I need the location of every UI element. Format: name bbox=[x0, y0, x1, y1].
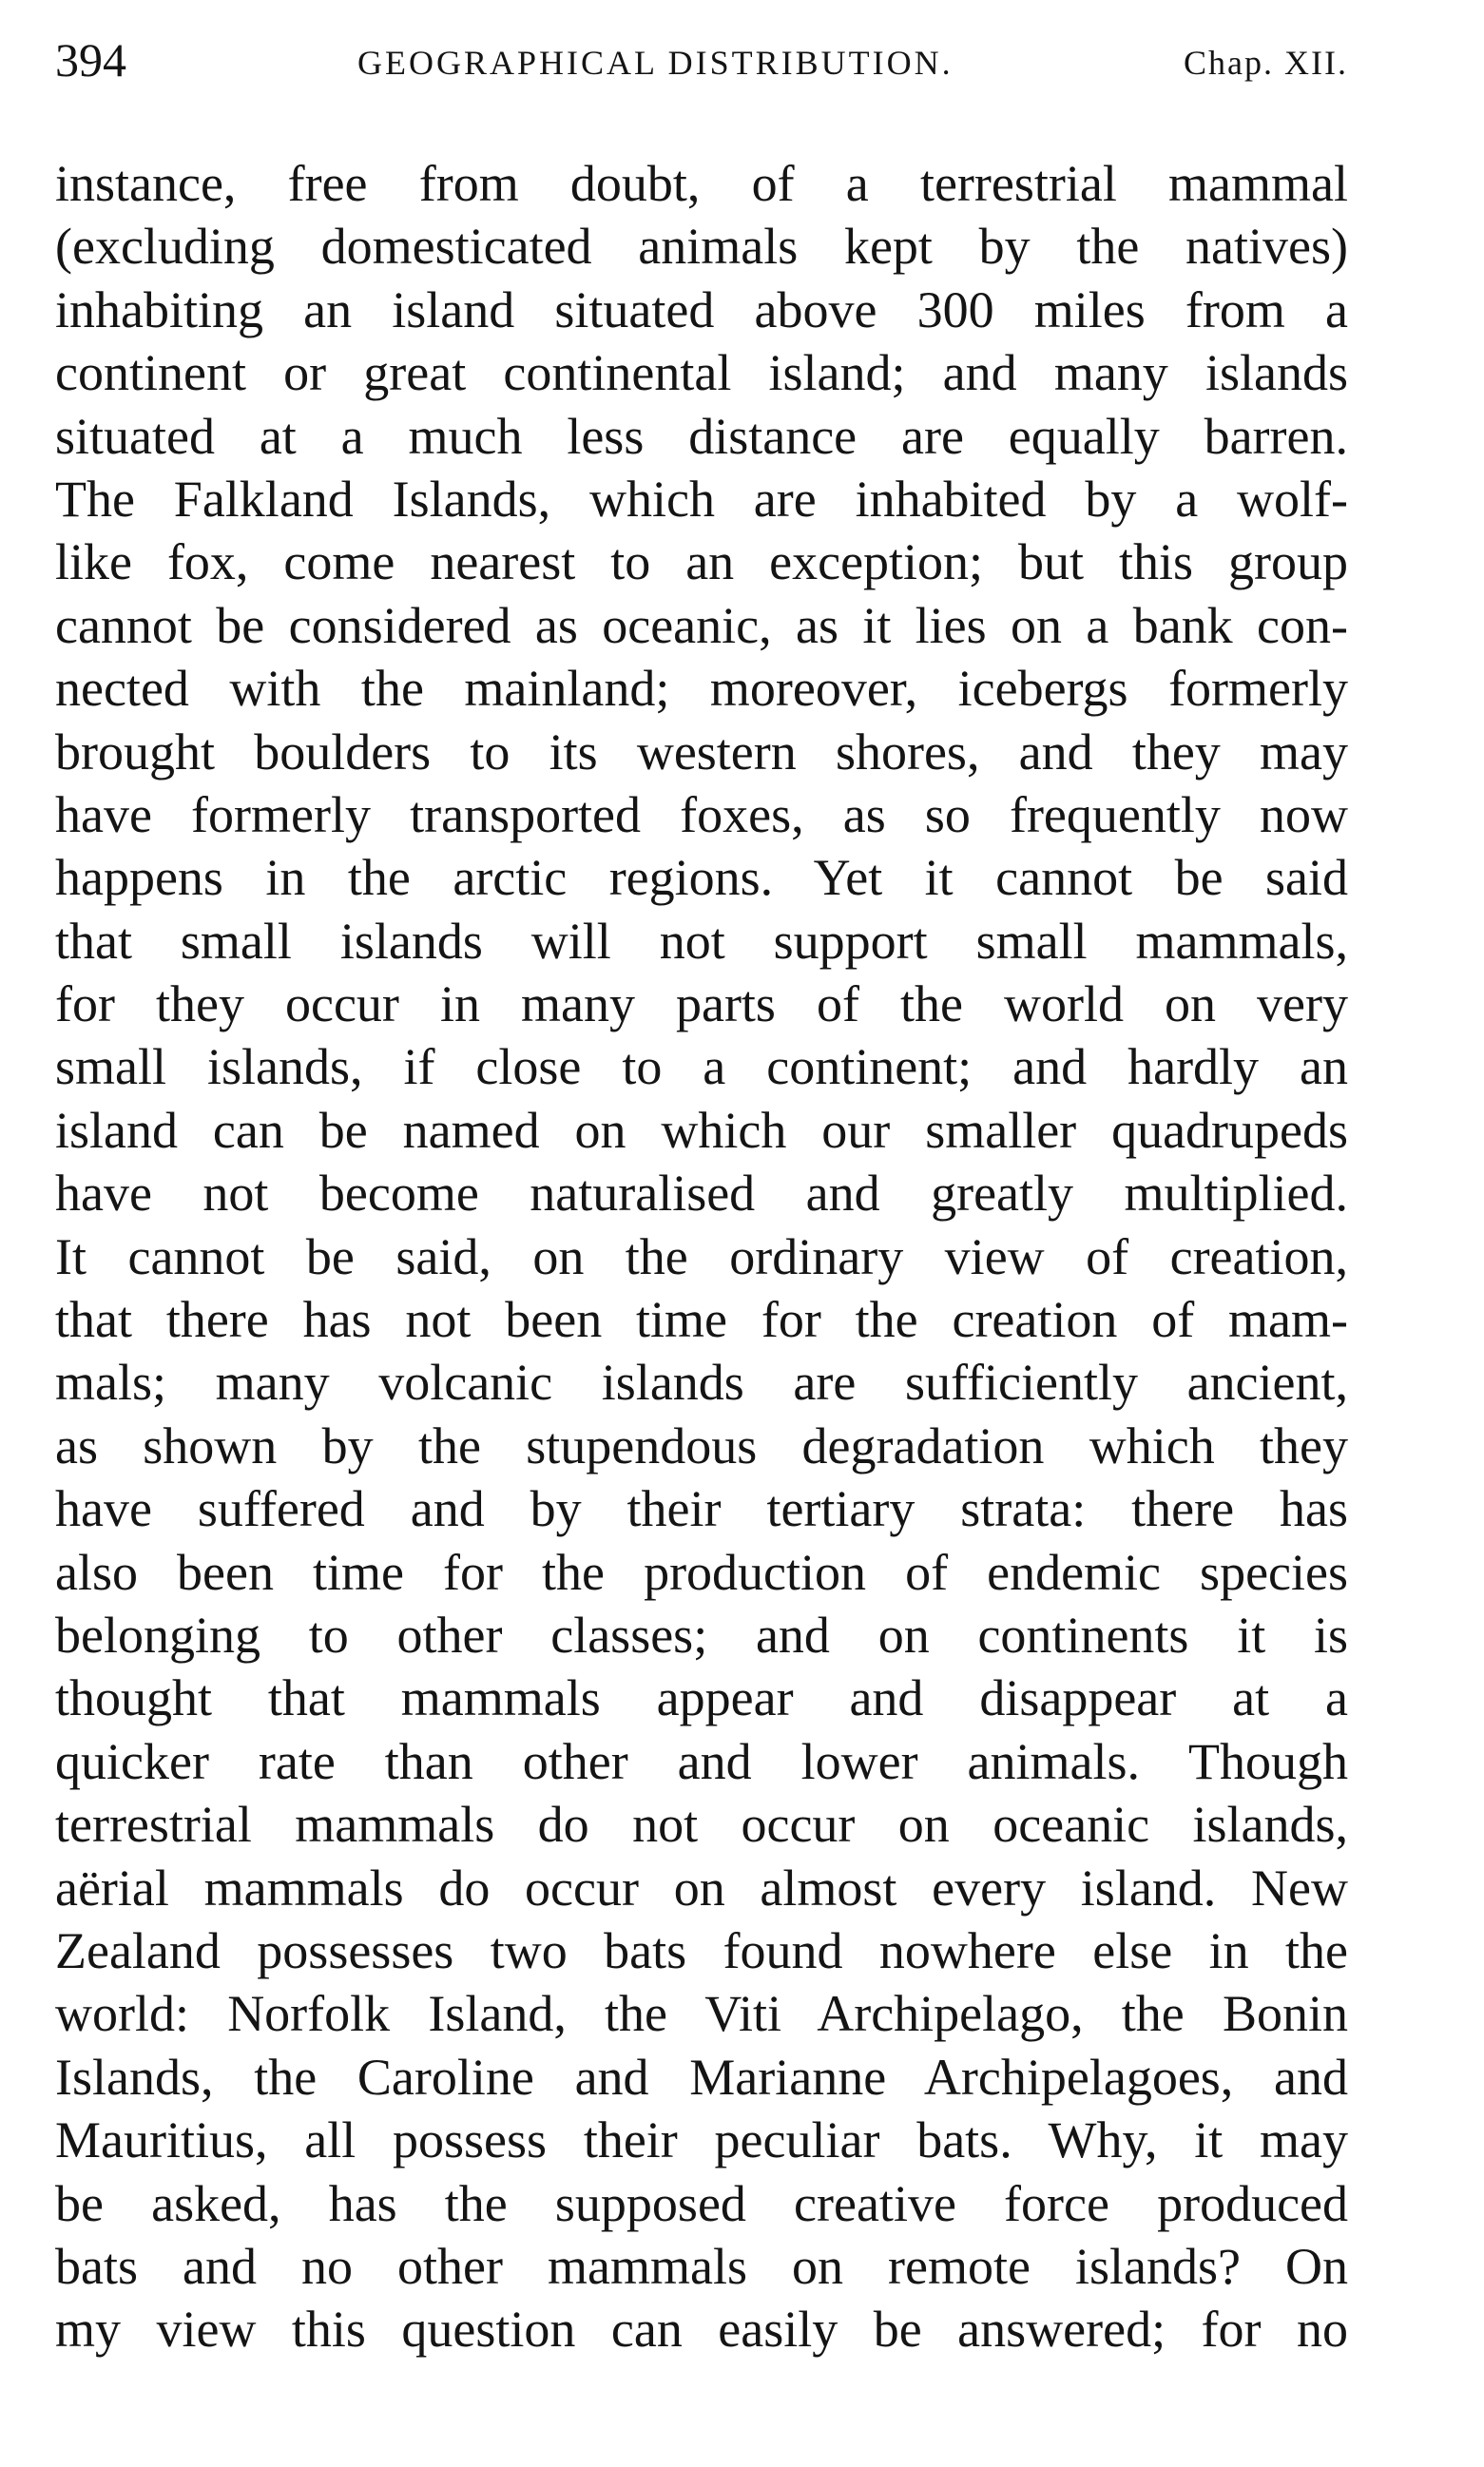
page-header bbox=[55, 27, 1348, 93]
text-line: Zealand possesses two bats found nowhere else in the bbox=[55, 1921, 1348, 1979]
text-line: inhabiting an island situated above 300 miles from a bbox=[55, 280, 1348, 338]
text-line: mals; many volcanic islands are sufficiently ancient, bbox=[55, 1354, 1348, 1412]
text-line: happens in the arctic regions. Yet it cannot be said bbox=[55, 849, 1348, 907]
text-line: thought that mammals appear and disappear at a bbox=[55, 1669, 1348, 1727]
page-number: 394 bbox=[55, 33, 126, 87]
text-line: Islands, the Caroline and Marianne Archipelagoes, and bbox=[55, 2048, 1348, 2106]
text-line: as shown by the stupendous degradation which they bbox=[55, 1417, 1348, 1474]
body-paragraph bbox=[55, 152, 1348, 2361]
text-line: bats and no other mammals on remote islands? On bbox=[55, 2237, 1348, 2295]
text-line: Mauritius, all possess their peculiar bats. Why, it may bbox=[55, 2111, 1348, 2169]
text-line: belonging to other classes; and on continents it is bbox=[55, 1606, 1348, 1664]
text-line: my view this question can easily be answered; for no bbox=[55, 2301, 1348, 2359]
running-title: GEOGRAPHICAL DISTRIBUTION. bbox=[357, 44, 954, 82]
text-line: cannot be considered as oceanic, as it lies on a bank con- bbox=[55, 596, 1348, 654]
text-line: have suffered and by their tertiary strata: there has bbox=[55, 1480, 1348, 1538]
text-line: The Falkland Islands, which are inhabited by a wolf- bbox=[55, 470, 1348, 528]
text-line: instance, free from doubt, of a terrestrial mammal bbox=[55, 155, 1348, 212]
chapter-label: Chap. XII. bbox=[1184, 44, 1348, 82]
text-line: also been time for the production of endemic species bbox=[55, 1543, 1348, 1601]
text-line: that there has not been time for the creation of mam- bbox=[55, 1291, 1348, 1349]
text-line: aërial mammals do occur on almost every island. New bbox=[55, 1859, 1348, 1917]
text-line: world: Norfolk Island, the Viti Archipelago, the Bonin bbox=[55, 1985, 1348, 2043]
text-line: that small islands will not support small mammals, bbox=[55, 912, 1348, 970]
text-line: (excluding domesticated animals kept by the natives) bbox=[55, 218, 1348, 276]
text-line: brought boulders to its western shores, and they may bbox=[55, 723, 1348, 781]
text-line: It cannot be said, on the ordinary view of creation, bbox=[55, 1227, 1348, 1285]
text-line: situated at a much less distance are equally barren. bbox=[55, 407, 1348, 465]
text-line: have formerly transported foxes, as so frequently now bbox=[55, 785, 1348, 843]
text-line: terrestrial mammals do not occur on oceanic islands, bbox=[55, 1796, 1348, 1854]
text-line: have not become naturalised and greatly multiplied. bbox=[55, 1165, 1348, 1223]
text-line: small islands, if close to a continent; and hardly an bbox=[55, 1038, 1348, 1096]
text-line: continent or great continental island; and many islands bbox=[55, 344, 1348, 402]
text-line: for they occur in many parts of the world on very bbox=[55, 975, 1348, 1033]
text-line: be asked, has the supposed creative force produced bbox=[55, 2174, 1348, 2232]
text-line: quicker rate than other and lower animals. Though bbox=[55, 1732, 1348, 1790]
text-line: like fox, come nearest to an exception; but this group bbox=[55, 533, 1348, 591]
text-line: nected with the mainland; moreover, icebergs formerly bbox=[55, 660, 1348, 718]
text-line: island can be named on which our smaller quadrupeds bbox=[55, 1101, 1348, 1159]
